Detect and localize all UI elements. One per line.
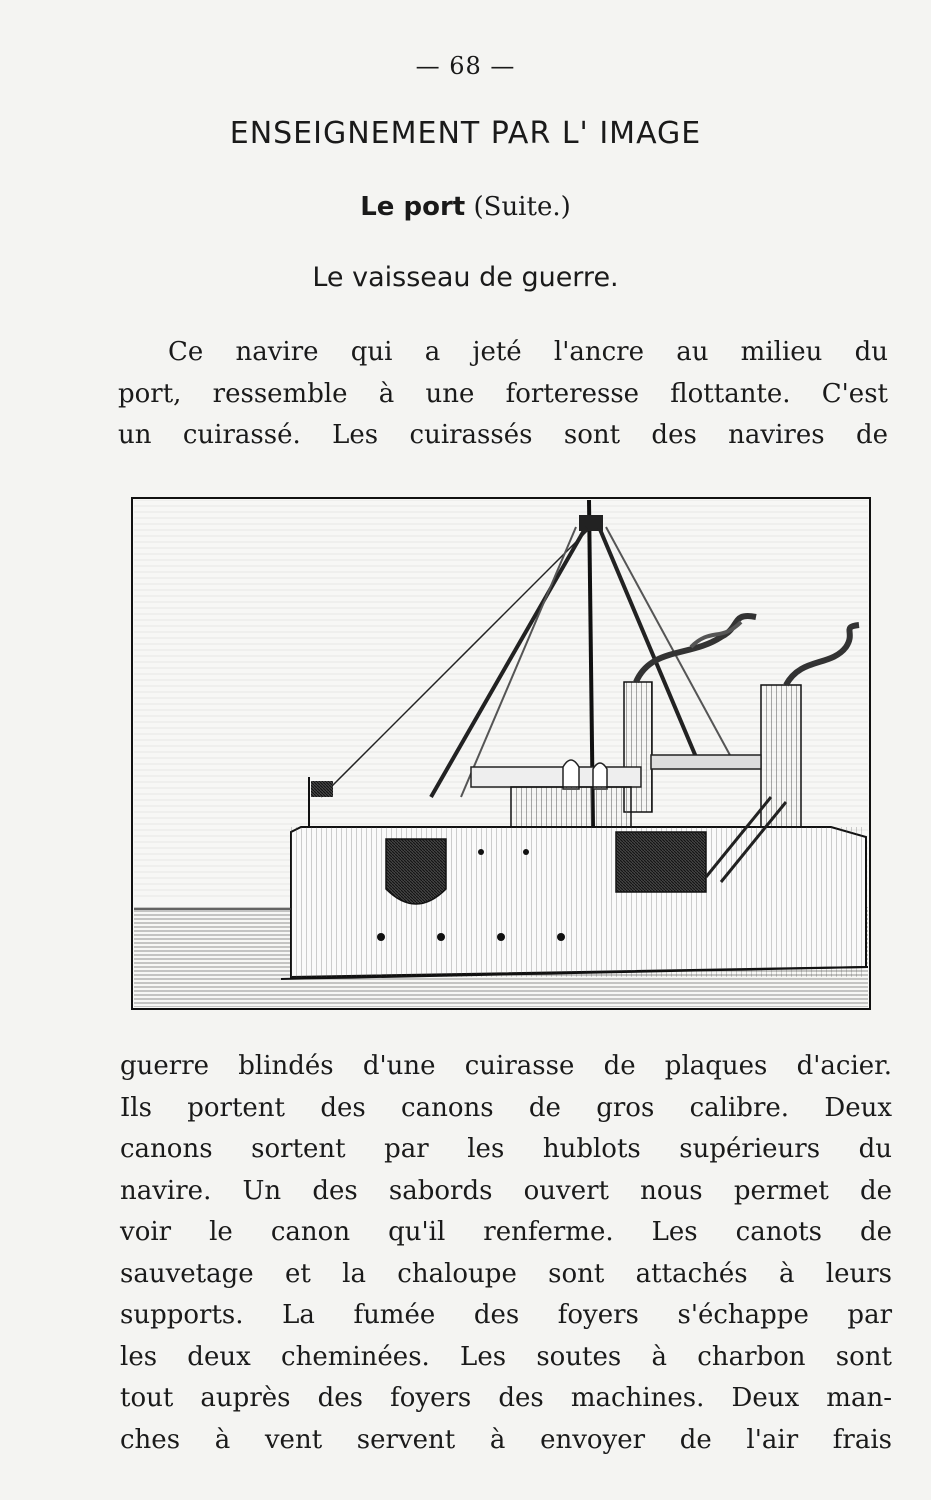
lesson-title: Le vaisseau de guerre. — [312, 262, 619, 293]
page-number: — 68 — — [415, 52, 516, 80]
paragraph-line: Ce navire qui a jeté l'ancre au milieu du — [168, 337, 888, 367]
paragraph-1 — [118, 332, 888, 457]
paragraph-line: supports. La fumée des foyers s'échappe par — [120, 1300, 892, 1330]
subheading-rest: (Suite.) — [473, 192, 571, 222]
subheading-bold: Le port — [360, 192, 466, 222]
paragraph-line: guerre blindés d'une cuirasse de plaques d'acier. — [120, 1051, 892, 1081]
battleship-drawing — [131, 497, 871, 1010]
paragraph-line: ches à vent servent à envoyer de l'air frais — [120, 1424, 892, 1455]
paragraph-line: port, ressemble à une forteresse flottante. C'est — [118, 378, 888, 409]
paragraph-line: voir le canon qu'il renferme. Les canots de — [120, 1217, 892, 1247]
paragraph-line: les deux cheminées. Les soutes à charbon sont — [120, 1341, 892, 1372]
paragraph-line: sauvetage et la chaloupe sont attachés à leurs — [120, 1258, 892, 1289]
battleship-illustration — [131, 497, 871, 1010]
paragraph-line: un cuirassé. Les cuirassés sont des navires de — [118, 420, 888, 450]
paragraph-2 — [120, 1046, 892, 1461]
section-heading: ENSEIGNEMENT PAR L' IMAGE — [229, 116, 702, 151]
paragraph-line: tout auprès des foyers des machines. Deux man- — [120, 1383, 892, 1413]
subheading — [0, 192, 931, 222]
paragraph-line: canons sortent par les hublots supérieurs du — [120, 1134, 892, 1164]
paragraph-line: Ils portent des canons de gros calibre. Deux — [120, 1092, 892, 1123]
paragraph-line: navire. Un des sabords ouvert nous permet de — [120, 1175, 892, 1206]
